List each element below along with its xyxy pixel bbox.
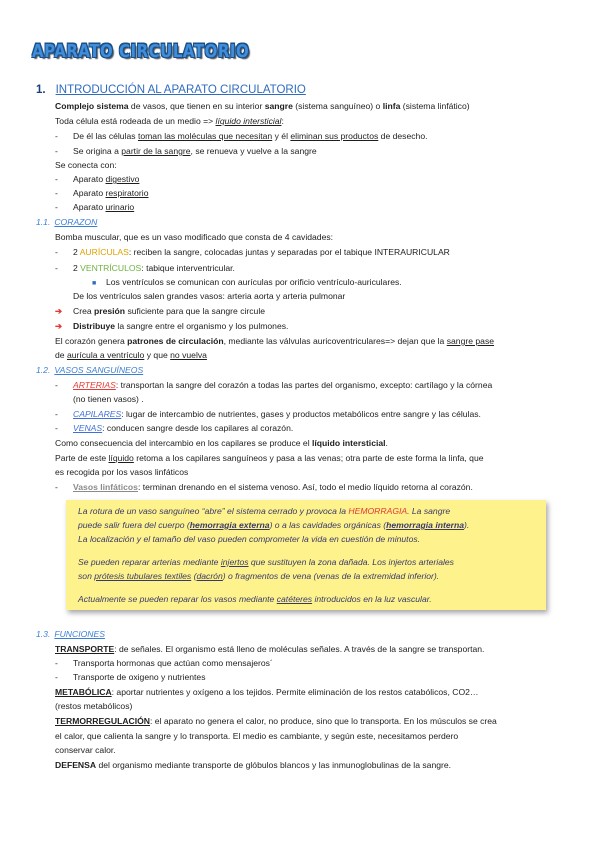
funciones-line-8: conservar calor. [55,745,116,755]
vasos-line-6 [55,453,484,464]
underlined-text: eliminan sus productos [290,131,379,141]
text: Se origina a [73,146,122,156]
text: : terminan drenando en el sistema venoso. Así, todo el medio líquido retorna al corazón. [137,482,473,492]
term-patrones: patrones de circulación [127,336,224,346]
section-1-1-heading [36,217,97,228]
corazon-line-7 [55,321,288,332]
term-complejo-sistema: Complejo sistema [55,101,129,111]
text: : reciben la sangre, colocadas juntas y separadas por el tabique INTERAURICULAR [128,247,450,257]
text: puede salir fuera del cuerpo ( [78,520,190,530]
underlined-text: toman las moléculas que necesitan [137,131,273,141]
text: Se pueden reparar arterias mediante [78,557,221,567]
term-transporte: TRANSPORTE [55,644,115,654]
text: de desecho. [378,131,428,141]
text: Los ventrículos se comunican con aurículas por orificio ventrículo-auriculares. [106,277,402,287]
corazon-line-5: De los ventrículos salen grandes vasos: arteria aorta y arteria pulmonar [73,291,346,301]
term-hemorragia-interna: hemorragia interna [386,520,464,530]
text: : transportan la sangre del corazón a todas las partes del organismo, excepto: cartílago y la córnea [115,380,493,390]
section-1-2-heading [36,365,143,376]
intro-line-6: - Aparato digestivo [55,174,140,184]
text: . La sangre [407,506,451,516]
arrow-right-icon: ➔ [55,321,63,331]
note-line-6 [78,594,432,605]
section-number: 1.2. [36,365,51,375]
funciones-line-7: el calor, que calienta la sangre y lo transporta. El medio es cambiante, y según este, necesitamos perdero [55,731,459,741]
text: Toda célula está rodeada de un medio => [55,116,216,126]
text: que sustituyen la zona dañada. Los injertos arteriales [248,557,454,567]
text: ) o a las cavidades orgánicas ( [269,520,387,530]
term-distribuye: Distribuye [73,321,116,331]
corazon-line-8 [55,336,494,347]
text: : conducen sangre desde los capilares al corazón. [102,423,294,433]
term-sangre: sangre [264,101,293,111]
term-liquido-intersticial: líquido intersticial [215,116,282,126]
corazon-line-9 [55,350,207,361]
vasos-line-8: - Vasos linfáticos: terminan drenando en el sistema venoso. Así, todo el medio líquido retorna al corazón. [55,482,473,492]
underlined-text: injertos [220,557,249,567]
term-metabolica: METABÓLICA [55,687,112,697]
text: Transporta hormonas que actúan como mensajeros´ [73,658,273,668]
term-arterias: ARTERIAS [73,380,116,390]
note-line-3: La localización y el tamaño del vaso pueden comprometer la vida en cuestión de minutos. [78,534,421,544]
text: (sistema sanguíneo) o [292,101,383,111]
funciones-line-6 [55,716,497,727]
corazon-line-3: - 2 VENTRÍCULOS: tabique interventricular. [55,263,235,273]
intro-line-5: Se conecta con: [55,160,117,170]
text: El corazón genera [55,336,128,346]
text: Aparato [73,174,106,184]
underlined-text: digestivo [105,174,140,184]
vasos-line-5 [55,438,388,449]
vasos-line-2: (no tienen vasos) . [73,394,144,404]
text: : [281,116,284,126]
section-number: 1.3. [36,629,51,639]
text: La rotura de un vaso sanguíneo “abre” el sistema cerrado y provoca la [78,506,349,516]
term-defensa: DEFENSA [55,760,97,770]
term-termorregulacion: TERMORREGULACIÓN [55,716,151,726]
text: . [385,438,388,448]
underlined-text: no vuelva [170,350,207,360]
text: Aparato [73,188,106,198]
text: retoma a los capilares sanguíneos y pasa a las venas; otra parte de este forma la linfa, que [133,453,484,463]
intro-line-1 [55,101,470,112]
sticky-note [66,500,546,610]
intro-line-4: - Se origina a partir de la sangre, se renueva y vuelve a la sangre [55,146,317,156]
text: Aparato [73,202,106,212]
intro-line-2 [55,116,284,127]
text: de vasos, que tienen en su interior [128,101,265,111]
section-title: INTRODUCCIÓN AL APARATO CIRCULATORIO [55,84,306,96]
text: introducidos en la luz vascular. [312,594,432,604]
term-ventriculos: VENTRÍCULOS [80,263,142,273]
section-title: CORAZON [54,217,98,227]
term-linfa: linfa [382,101,401,111]
section-1-3-heading [36,629,105,640]
corazon-line-2: - 2 AURÍCULAS: reciben la sangre, colocadas juntas y separadas por el tabique INTERAURICULAR [55,247,450,257]
text: y él [272,131,291,141]
note-line-5 [78,571,439,582]
section-number: 1.1. [36,217,51,227]
term-auriculas: AURÍCULAS [79,247,129,257]
text: de [55,350,67,360]
text: , mediante las válvulas auricoventriculares=> dejan que la [223,336,447,346]
intro-line-8: - Aparato urinario [55,202,135,212]
text: : lugar de intercambio de nutrientes, gases y productos metabólicos entre sangre y las células. [121,409,481,419]
vasos-line-3: - CAPILARES: lugar de intercambio de nutrientes, gases y productos metabólicos entre sangre y las células. [55,409,481,419]
arrow-right-icon: ➔ [55,306,63,316]
term-vasos-linfaticos: Vasos linfáticos [73,482,138,492]
text: ) o fragmentos de vena (venas de la extremidad inferior). [222,571,440,581]
underlined-text: dacrón [196,571,223,581]
text: : tabique interventricular. [141,263,235,273]
underlined-text: catéteres [276,594,313,604]
underlined-text: prótesis tubulares textiles [94,571,192,581]
text: Actualmente se pueden reparar los vasos mediante [78,594,277,604]
term-presion: presión [94,306,126,316]
text: ). [463,520,470,530]
section-title: VASOS SANGUÍNEOS [54,365,144,375]
text: (sistema linfático) [400,101,470,111]
text: De él las células [73,131,138,141]
text: 2 [73,247,80,257]
text: 2 [73,263,81,273]
text: del organismo mediante transporte de glóbulos blancos y las inmunoglobulinas de la sangre. [96,760,452,770]
text: : aportar nutrientes y oxígeno a los tejidos. Permite eliminación de los restos catabólicos, CO2… [111,687,479,697]
intro-line-7: - Aparato respiratorio [55,188,149,198]
text: y que [144,350,171,360]
text: Transporte de oxigeno y nutrientes [73,672,206,682]
funciones-line-9 [55,760,451,771]
term-hemorragia: HEMORRAGIA [348,506,408,516]
text: , se renueva y vuelve a la sangre [190,146,317,156]
vasos-line-1: - ARTERIAS: transportan la sangre del corazón a todas las partes del organismo, excepto: cartílago y la córnea [55,380,493,390]
section-number: 1. [36,84,46,96]
intro-line-3: - De él las células toman las moléculas que necesitan y él eliminan sus productos de desecho. [55,131,428,141]
note-line-2 [78,520,469,531]
underlined-text: respiratorio [105,188,149,198]
text: ( [191,571,197,581]
term-liquido-intersticial: líquido intersticial [312,438,386,448]
term-capilares: CAPILARES [73,409,122,419]
vasos-line-4: - VENAS: conducen sangre desde los capilares al corazón. [55,423,294,433]
underlined-text: urinario [105,202,135,212]
underlined-text: líquido [108,453,134,463]
section-1-heading [36,83,306,97]
note-line-1 [78,506,450,517]
funciones-line-3: - Transporte de oxigeno y nutrientes [55,672,206,682]
text: suficiente para que la sangre circule [125,306,266,316]
funciones-line-2: - Transporta hormonas que actúan como mensajeros´ [55,658,273,668]
vasos-line-7: es recogida por los vasos linfáticos [55,467,189,477]
underlined-text: partir de la sangre [121,146,191,156]
section-title: FUNCIONES [54,629,105,639]
text: la sangre entre el organismo y los pulmones. [115,321,289,331]
page-title: APARATO CIRCULATORIO [32,40,250,62]
text: son [78,571,95,581]
text: Como consecuencia del intercambio en los capilares se produce el [55,438,312,448]
underlined-text: aurícula a ventrículo [66,350,145,360]
funciones-line-1 [55,644,484,655]
note-line-4 [78,557,454,568]
term-venas: VENAS [73,423,103,433]
corazon-line-6 [55,306,265,317]
text: Crea [73,306,95,316]
text: Parte de este [55,453,109,463]
term-hemorragia-externa: hemorragia externa [189,520,270,530]
corazon-line-4 [92,277,402,289]
underlined-text: sangre pase [446,336,495,346]
text: : de señales. El organismo está lleno de moléculas señales. A través de la sangre se transportan. [114,644,485,654]
corazon-line-1: Bomba muscular, que es un vaso modificado que consta de 4 cavidades: [55,232,334,242]
funciones-line-5: (restos metabólicos) [55,701,133,711]
bullet-icon: ■ [92,280,97,287]
funciones-line-4 [55,687,479,698]
text: : el aparato no genera el calor, no produce, sino que lo transporta. En los músculos se crea [150,716,497,726]
